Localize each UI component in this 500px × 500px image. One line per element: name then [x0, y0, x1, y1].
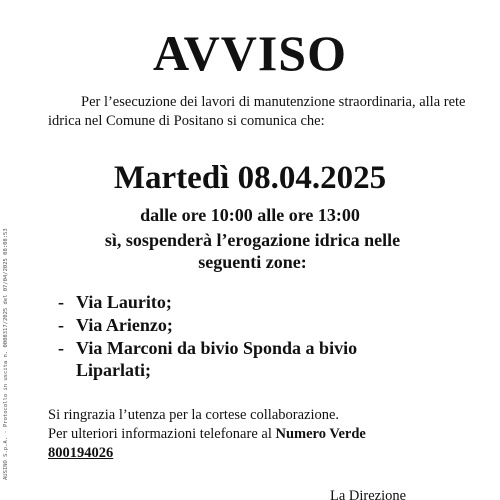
bullet-dash: - [58, 338, 64, 358]
street-name: Via Laurito; [76, 292, 172, 312]
notice-title: AVVISO [152, 25, 348, 81]
list-item [58, 314, 436, 336]
protocol-stamp [3, 10, 13, 480]
signature: La Direzione [330, 488, 407, 500]
list-item [58, 291, 436, 313]
phone-number: 800194026 [48, 445, 114, 461]
protocol-stamp-text: AUSINO S.p.A. - Protocollo in uscita n. 0008317/2025 del 07/04/2025 08:08:53 [3, 228, 9, 480]
toll-free-label: Numero Verde [275, 426, 366, 442]
intro-paragraph: Per l’esecuzione dei lavori di manutenzione straordinaria, alla rete idrica nel Comune di Positano si comunica che: [48, 94, 466, 129]
date-heading: Martedì 08.04.2025 [113, 160, 387, 196]
thanks-line: Si ringrazia l’utenza per la cortese collaborazione. [48, 407, 340, 423]
street-name: Via Marconi da bivio Sponda a bivio Liparlati; [76, 338, 358, 380]
bullet-dash: - [58, 315, 64, 335]
info-line [48, 425, 366, 444]
list-item [58, 337, 436, 381]
street-name: Via Arienzo; [76, 315, 173, 335]
streets-list [58, 291, 436, 382]
bullet-dash: - [58, 292, 64, 312]
info-prefix: Per ulteriori informazioni telefonare al [48, 426, 276, 442]
hours-line: dalle ore 10:00 alle ore 13:00 [140, 205, 360, 225]
suspension-text: sì, sospenderà l’erogazione idrica nelle seguenti zone: [104, 230, 401, 272]
